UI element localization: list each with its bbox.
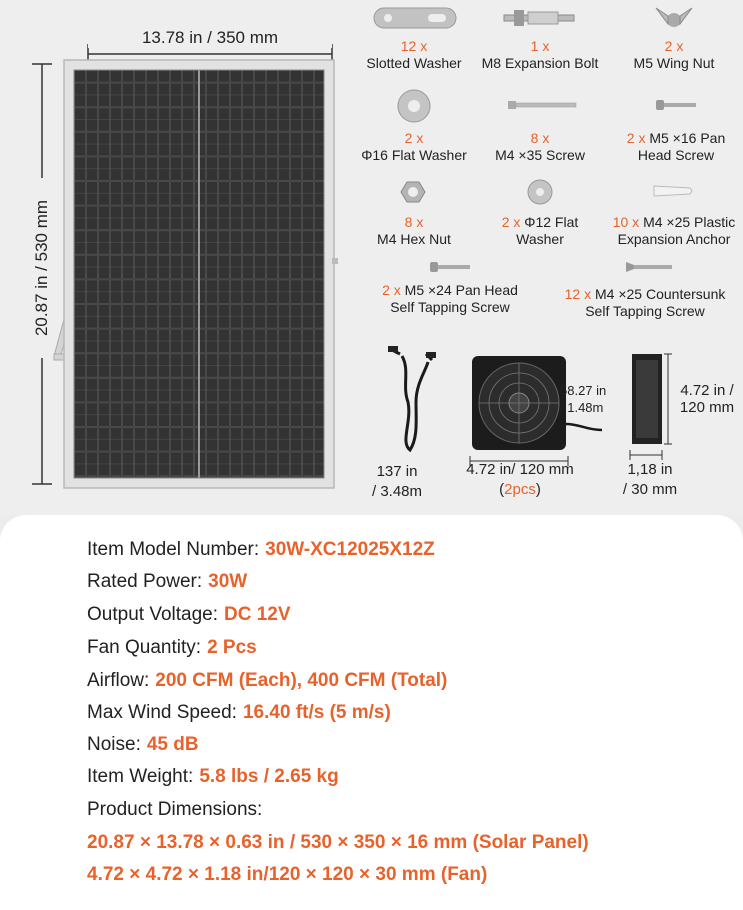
slotted-washer-icon bbox=[372, 6, 458, 30]
screw-icon bbox=[506, 98, 578, 112]
specs-card bbox=[0, 515, 743, 910]
hardware-item: 1 x M8 Expansion Bolt bbox=[481, 38, 599, 71]
fan-depth-label: 1,18 in / 30 mm bbox=[622, 461, 678, 498]
spec-row: Airflow: 200 CFM (Each), 400 CFM (Total) bbox=[87, 670, 448, 691]
spec-row: Product Dimensions: bbox=[87, 799, 263, 820]
wing-nut-icon bbox=[652, 4, 696, 30]
hardware-item: 8 x M4 Hex Nut bbox=[377, 214, 451, 247]
plastic-anchor-icon bbox=[652, 182, 694, 200]
panel-width-label: 13.78 in / 350 mm bbox=[88, 28, 332, 48]
dimension-line-panel: 20.87 × 13.78 × 0.63 in / 530 × 350 × 16 mm (Solar Panel) bbox=[87, 832, 589, 853]
hex-nut-icon bbox=[400, 180, 426, 204]
hardware-item: 2 x M5 ×24 Pan Head Self Tapping Screw bbox=[382, 282, 518, 315]
countersunk-screw-icon bbox=[624, 260, 674, 274]
hardware-item: 2 x Φ12 Flat Washer bbox=[501, 214, 579, 247]
solar-panel-image bbox=[50, 58, 345, 490]
spec-row: Item Model Number: 30W-XC12025X12Z bbox=[87, 539, 435, 560]
hardware-item: 12 x Slotted Washer bbox=[366, 38, 462, 71]
hardware-item: 12 x M4 ×25 Countersunk Self Tapping Screw bbox=[564, 286, 726, 319]
hardware-item: 8 x M4 ×35 Screw bbox=[495, 130, 585, 163]
hardware-item: 2 x M5 Wing Nut bbox=[633, 38, 715, 71]
spec-row: Output Voltage: DC 12V bbox=[87, 604, 291, 625]
pan-screw-icon bbox=[654, 98, 698, 112]
fan-width-label: 4.72 in/ 120 mm (2pcs) bbox=[466, 461, 574, 498]
hardware-item: 10 x M4 ×25 Plastic Expansion Anchor bbox=[612, 214, 736, 247]
panel-height-label: 20.87 in / 530 mm bbox=[32, 178, 52, 358]
tapping-screw-icon bbox=[428, 260, 472, 274]
fan-side-image bbox=[626, 352, 672, 448]
spec-row: Rated Power: 30W bbox=[87, 571, 248, 592]
fan-height-label: 4.72 in / 120 mm bbox=[679, 382, 735, 416]
expansion-bolt-icon bbox=[500, 6, 580, 30]
hardware-item: 2 x M5 ×16 Pan Head Screw bbox=[626, 130, 726, 163]
cable-image bbox=[382, 342, 442, 454]
small-washer-icon bbox=[526, 178, 554, 206]
spec-row: Max Wind Speed: 16.40 ft/s (5 m/s) bbox=[87, 702, 391, 723]
cable-length-label: 137 in / 3.48m bbox=[371, 463, 423, 500]
flat-washer-icon bbox=[396, 88, 432, 124]
spec-row: Fan Quantity: 2 Pcs bbox=[87, 637, 257, 658]
dimension-line-fan: 4.72 × 4.72 × 1.18 in/120 × 120 × 30 mm (Fan) bbox=[87, 864, 488, 885]
hardware-item: 2 x Φ16 Flat Washer bbox=[361, 130, 467, 163]
spec-row: Item Weight: 5.8 lbs / 2.65 kg bbox=[87, 766, 339, 787]
fan-cable-label: 58.27 in / 1.48m bbox=[560, 383, 607, 415]
spec-row: Noise: 45 dB bbox=[87, 734, 199, 755]
